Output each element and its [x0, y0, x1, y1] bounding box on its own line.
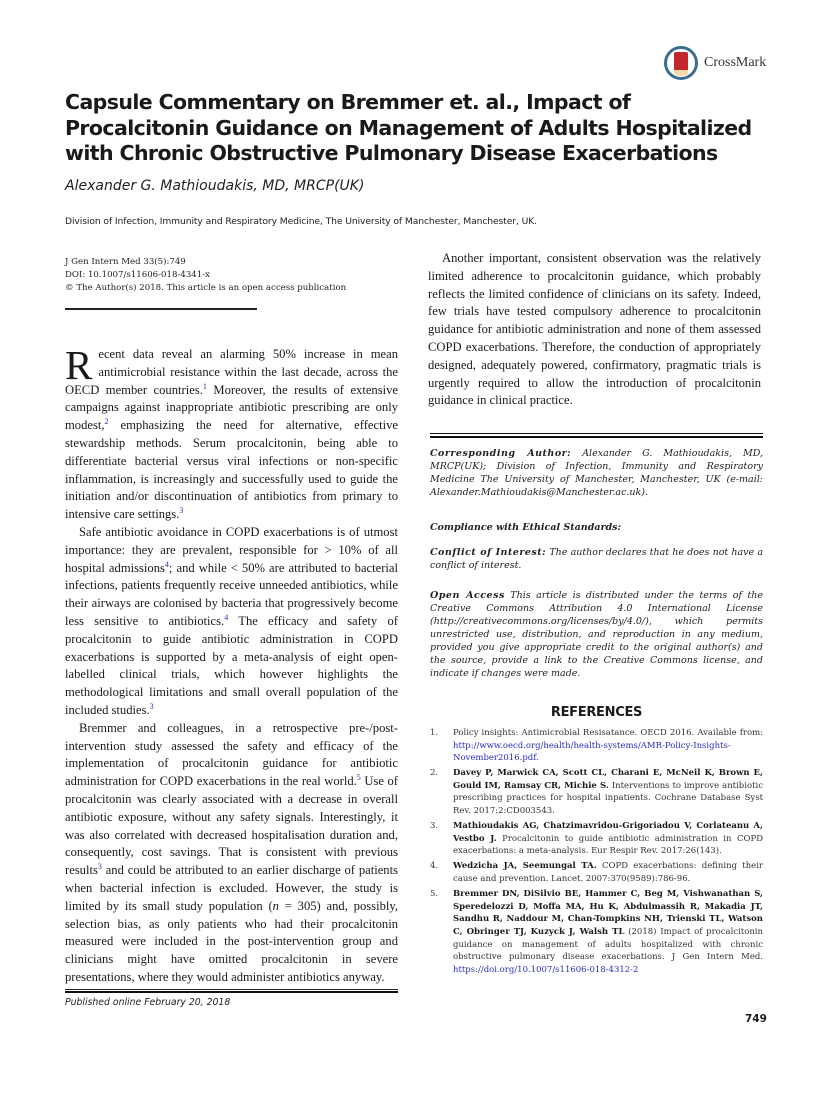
citation-link[interactable]: 3 [97, 861, 102, 871]
conflict-of-interest-note: Conflict of Interest: The author declares that he does not have a conflict of interest. [430, 547, 763, 571]
body-column-left [65, 342, 399, 987]
reference-item: 2. Davey P, Marwick CA, Scott CL, Charani E, McNeil K, Brown E, Gould IM, Ramsay CR, Michie S. Interventions to improve antibiotic prescribing practices for hospital inpatients. Cochrane Database Syst Rev. 2017:2:CD003543. [430, 768, 763, 817]
citation-link[interactable]: 4 [224, 612, 229, 622]
references-list [430, 727, 763, 979]
body-column-right [428, 250, 761, 410]
author-name: Alexander G. Mathioudakis, MD, MRCP(UK) [65, 178, 365, 194]
page-number: 749 [745, 1013, 767, 1025]
citation-link[interactable]: 4 [164, 559, 169, 569]
journal-citation: J Gen Intern Med 33(5):749 [65, 257, 186, 267]
references-heading: REFERENCES [550, 705, 643, 720]
drop-cap: R [65, 342, 93, 388]
paragraph-4: Another important, consistent observation was the relatively limited adherence to procalcitonin guidance, which probably reflects the limited confidence of clinicians on its safety. Indeed, few trials have tested compulsory adherence to procalcitonin guidance for antibiotic administration and none of them assessed COPD exacerbations. Therefore, the conduction of appropriately designed, adequately powered, confirmatory, pragmatic trials is urgently required to allow the introduction of procalcitonin guidance in clinical practice. [428, 251, 761, 408]
citation-link[interactable]: 3 [179, 505, 184, 515]
notes-divider [430, 433, 763, 438]
crossmark-label: CrossMark [704, 55, 767, 70]
crossmark-icon [664, 46, 698, 80]
author-affiliation: Division of Infection, Immunity and Respiratory Medicine, The University of Manchester, Manchester, UK. [65, 216, 537, 227]
compliance-heading: Compliance with Ethical Standards: [430, 522, 622, 533]
reference-item: 1. Policy insights: Antimicrobial Resisatance. OECD 2016. Available from: http://www.oecd.org/health/health-systems/AMR-Policy-Insights-November2016.pdf. [430, 728, 763, 764]
article-title: Capsule Commentary on Bremmer et. al., Impact of Procalcitonin Guidance on Management of Adults Hospitalized with Chronic Obstructive Pulmonary Disease Exacerbations [65, 90, 752, 165]
doi: DOI: 10.1007/s11606-018-4341-x [65, 270, 210, 280]
citation-divider [65, 308, 257, 310]
citation-link[interactable]: 2 [104, 417, 109, 426]
reference-item: 5. Bremmer DN, DiSilvio BE, Hammer C, Beg M, Vishwanathan S, Speredelozzi D, Moffa MA, Hu K, Abdulmassih R, Makadia JT, Sandhu R, Naddour M, Chan-Tompkins NH, Trienski TL, Watson C, Obringer TJ, Kuzyck J, Walsh TL (2018) Impact of procalcitonin guidance on management of adults hospitalized with chronic obstructive pulmonary disease exacerbations. J Gen Intern Med. https://doi.org/10.1007/s11606-018-4312-2 [430, 889, 763, 975]
reference-link[interactable]: http://www.oecd.org/health/health-systems/AMR-Policy-Insights-November2016.pdf. [453, 740, 731, 764]
reference-item: 3. Mathioudakis AG, Chatzimavridou-Grigoriadou V, Corlateanu A, Vestbo J. Procalcitonin to guide antibiotic administration in COPD exacerbations: a meta-analysis. Eur Respir Rev. 2017:26(143). [430, 821, 764, 857]
corresponding-author-note: Corresponding Author: Alexander G. Mathioudakis, MD, MRCP(UK); Division of Infection, Immunity and Respiratory Medicine The University of Manchester, Manchester, UK (e-mail: Alexander.Mathioudakis@Manchester.ac.uk). [430, 448, 764, 498]
footer-divider [65, 989, 398, 993]
paragraph-3: Bremmer and colleagues, in a retrospective pre-/post-intervention study assessed the safety and efficacy of the implementation of procalcitonin guidance for antibiotic administration for COPD exacerbations in the real world.$^5$ Use of procalcitonin was clearly associated with a decrease in overall antibiotic exposure, without any safety signals. Interestingly, it was also correlated with decreased hospitalisation duration and, consequently, cost savings. That is consistent with previous results$^3$ and could be attributed to an earlier discharge of patients when bacterial infection is excluded. However, the study is limited by its small study population (n = 305) and, possibly, selection bias, as only patients who had their procalcitonin measured were included in the post-intervention group and clinicians might have omitted procalcitonin in severe presentations, where they would administer antibiotics anyway. [65, 720, 398, 984]
open-access-note: Open Access This article is distributed under the terms of the Creative Commons Attribution 4.0 International License (http://creativecommons.org/licenses/by/4.0/), which permits unrestricted use, distribution, and reproduction in any medium, provided you give appropriate credit to the original author(s) and the source, provide a link to the Creative Commons license, and indicate if changes were made. [430, 590, 764, 679]
citation-link[interactable]: 5 [356, 772, 361, 782]
published-date: Published online February 20, 2018 [65, 997, 231, 1008]
citation-block [65, 256, 346, 295]
reference-item: 4. Wedzicha JA, Seemungal TA. COPD exacerbations: defining their cause and prevention. Lancet. 2007:370(9589):786-96. [430, 861, 763, 885]
crossmark-badge[interactable] [664, 46, 766, 80]
paragraph-1: Recent data reveal an alarming 50% increase in mean antimicrobial resistance within the last decade, across the OECD member countries.$^1$ Moreover, the results of extensive campaigns against inappropriate antibiotic prescribing are only modest,$^2$ emphasizing the need for alternative, effective stewardship methods. Serum procalcitonin, being able to differentiate bacterial versus viral infections or non-specific inflammation, is increasingly and successfully used to guide the initiation and/or discontinuation of antibiotics from primary to intensive care settings.$^3$ [65, 342, 399, 522]
citation-link[interactable]: 1 [202, 381, 207, 391]
paragraph-2: Safe antibiotic avoidance in COPD exacerbations is of utmost importance: they are prevalent, responsible for > 10% of all hospital admissions$^4$; and while < 50% are attributed to bacterial infections, patients frequently receive unneeded antibiotics, while their airways are colonised by bacteria that progressively become less sensitive to antibiotics.$^4$ The efficacy and safety of procalcitonin to guide antibiotic administration in COPD exacerbations is supported by a meta-analysis of eight open-labelled clinical trials, which however highlights the methodological limitations and small overall population of the included studies.$^3$ [65, 524, 398, 717]
copyright-notice: © The Author(s) 2018. This article is an open access publication [65, 283, 347, 293]
reference-link[interactable]: https://doi.org/10.1007/s11606-018-4312-2 [453, 964, 639, 975]
citation-link[interactable]: 3 [149, 701, 154, 711]
